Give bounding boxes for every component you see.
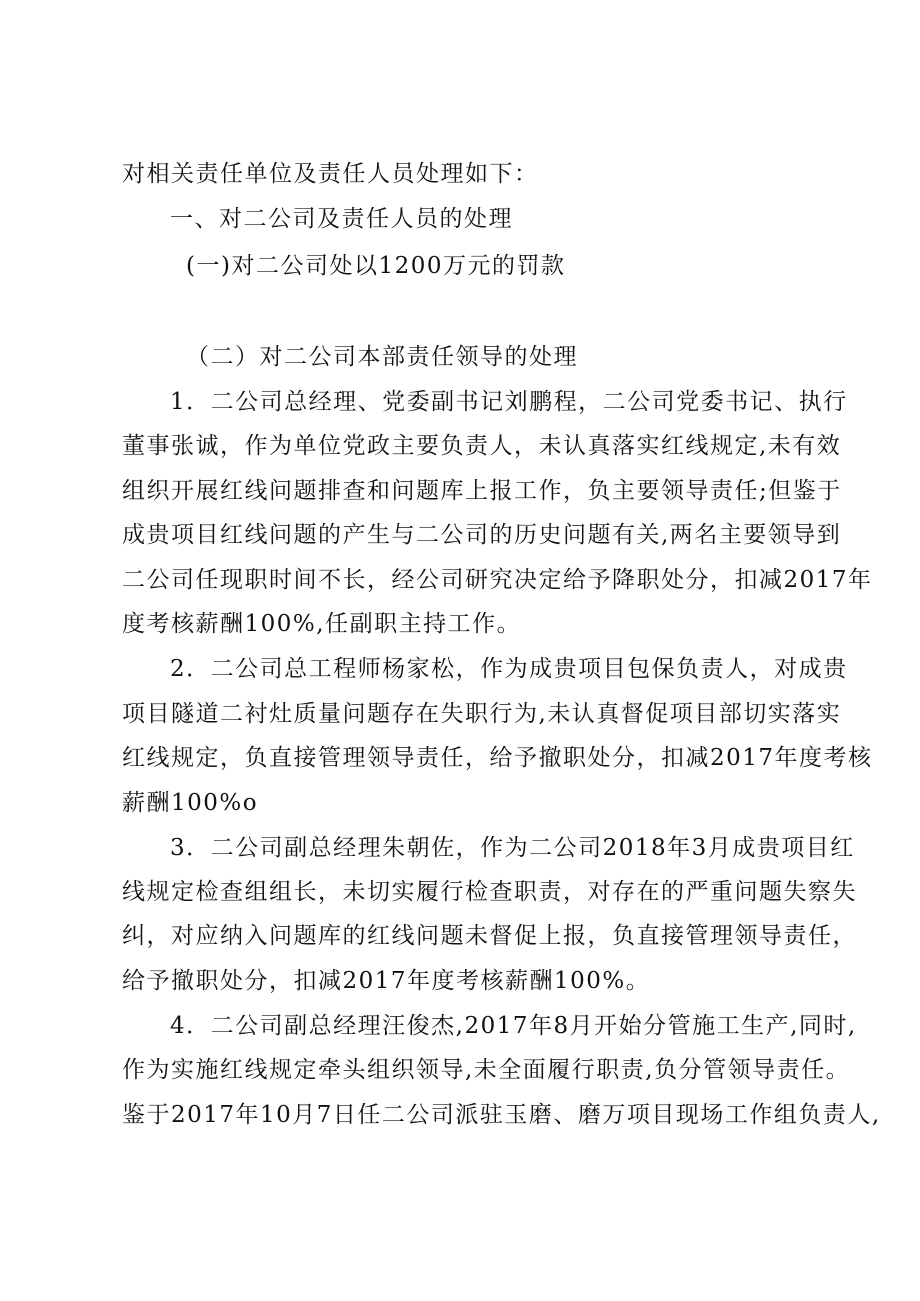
paragraph-1-line-6: 度考核薪酬100%,任副职主持工作。 bbox=[122, 611, 522, 637]
paragraph-1-line-2: 董事张诚，作为单位党政主要负责人，未认真落实红线规定,未有效 bbox=[122, 433, 842, 459]
paragraph-1-line-1: 1．二公司总经理、党委副书记刘鹏程，二公司党委书记、执行 bbox=[170, 389, 848, 415]
paragraph-4-line-3: 鉴于2017年10月7日任二公司派驻玉磨、磨万项目现场工作组负责人, bbox=[122, 1102, 881, 1128]
paragraph-3-line-2: 线规定检查组组长，未切实履行检查职责，对存在的严重问题失察失 bbox=[122, 879, 857, 905]
paragraph-2-line-3: 红线规定，负直接管理领导责任，给予撤职处分，扣减2017年度考核 bbox=[122, 745, 873, 771]
paragraph-1-line-5: 二公司任现职时间不长，经公司研究决定给予降职处分，扣减2017年 bbox=[122, 567, 873, 593]
paragraph-1-line-3: 组织开展红线问题排查和问题库上报工作，负主要领导责任;但鉴于 bbox=[122, 478, 842, 504]
paragraph-1-line-4: 成贵项目红线问题的产生与二公司的历史问题有关,两名主要领导到 bbox=[122, 522, 842, 548]
paragraph-2-line-4: 薪酬100%o bbox=[122, 790, 259, 816]
paragraph-2-line-1: 2．二公司总工程师杨家松，作为成贵项目包保负责人，对成贵 bbox=[170, 656, 848, 682]
paragraph-2-line-2: 项目隧道二衬灶质量问题存在失职行为,未认真督促项目部切实落实 bbox=[122, 701, 842, 727]
intro-line: 对相关责任单位及责任人员处理如下： bbox=[122, 161, 539, 187]
paragraph-3-line-4: 给予撤职处分，扣减2017年度考核薪酬100%。 bbox=[122, 968, 651, 994]
section-heading-1: 一、对二公司及责任人员的处理 bbox=[170, 206, 513, 232]
paragraph-4-line-1: 4．二公司副总经理汪俊杰,2017年8月开始分管施工生产,同时, bbox=[170, 1013, 857, 1039]
paragraph-4-line-2: 作为实施红线规定牵头组织领导,未全面履行职责,负分管领导责任。 bbox=[122, 1057, 851, 1083]
subsection-heading-1: (一)对二公司处以1200万元的罚款 bbox=[186, 253, 566, 279]
paragraph-3-line-1: 3．二公司副总经理朱朝佐，作为二公司2018年3月成贵项目红 bbox=[170, 835, 855, 861]
paragraph-3-line-3: 纠，对应纳入问题库的红线问题未督促上报，负直接管理领导责任， bbox=[122, 923, 857, 949]
subsection-heading-2: （二）对二公司本部责任领导的处理 bbox=[186, 344, 578, 370]
